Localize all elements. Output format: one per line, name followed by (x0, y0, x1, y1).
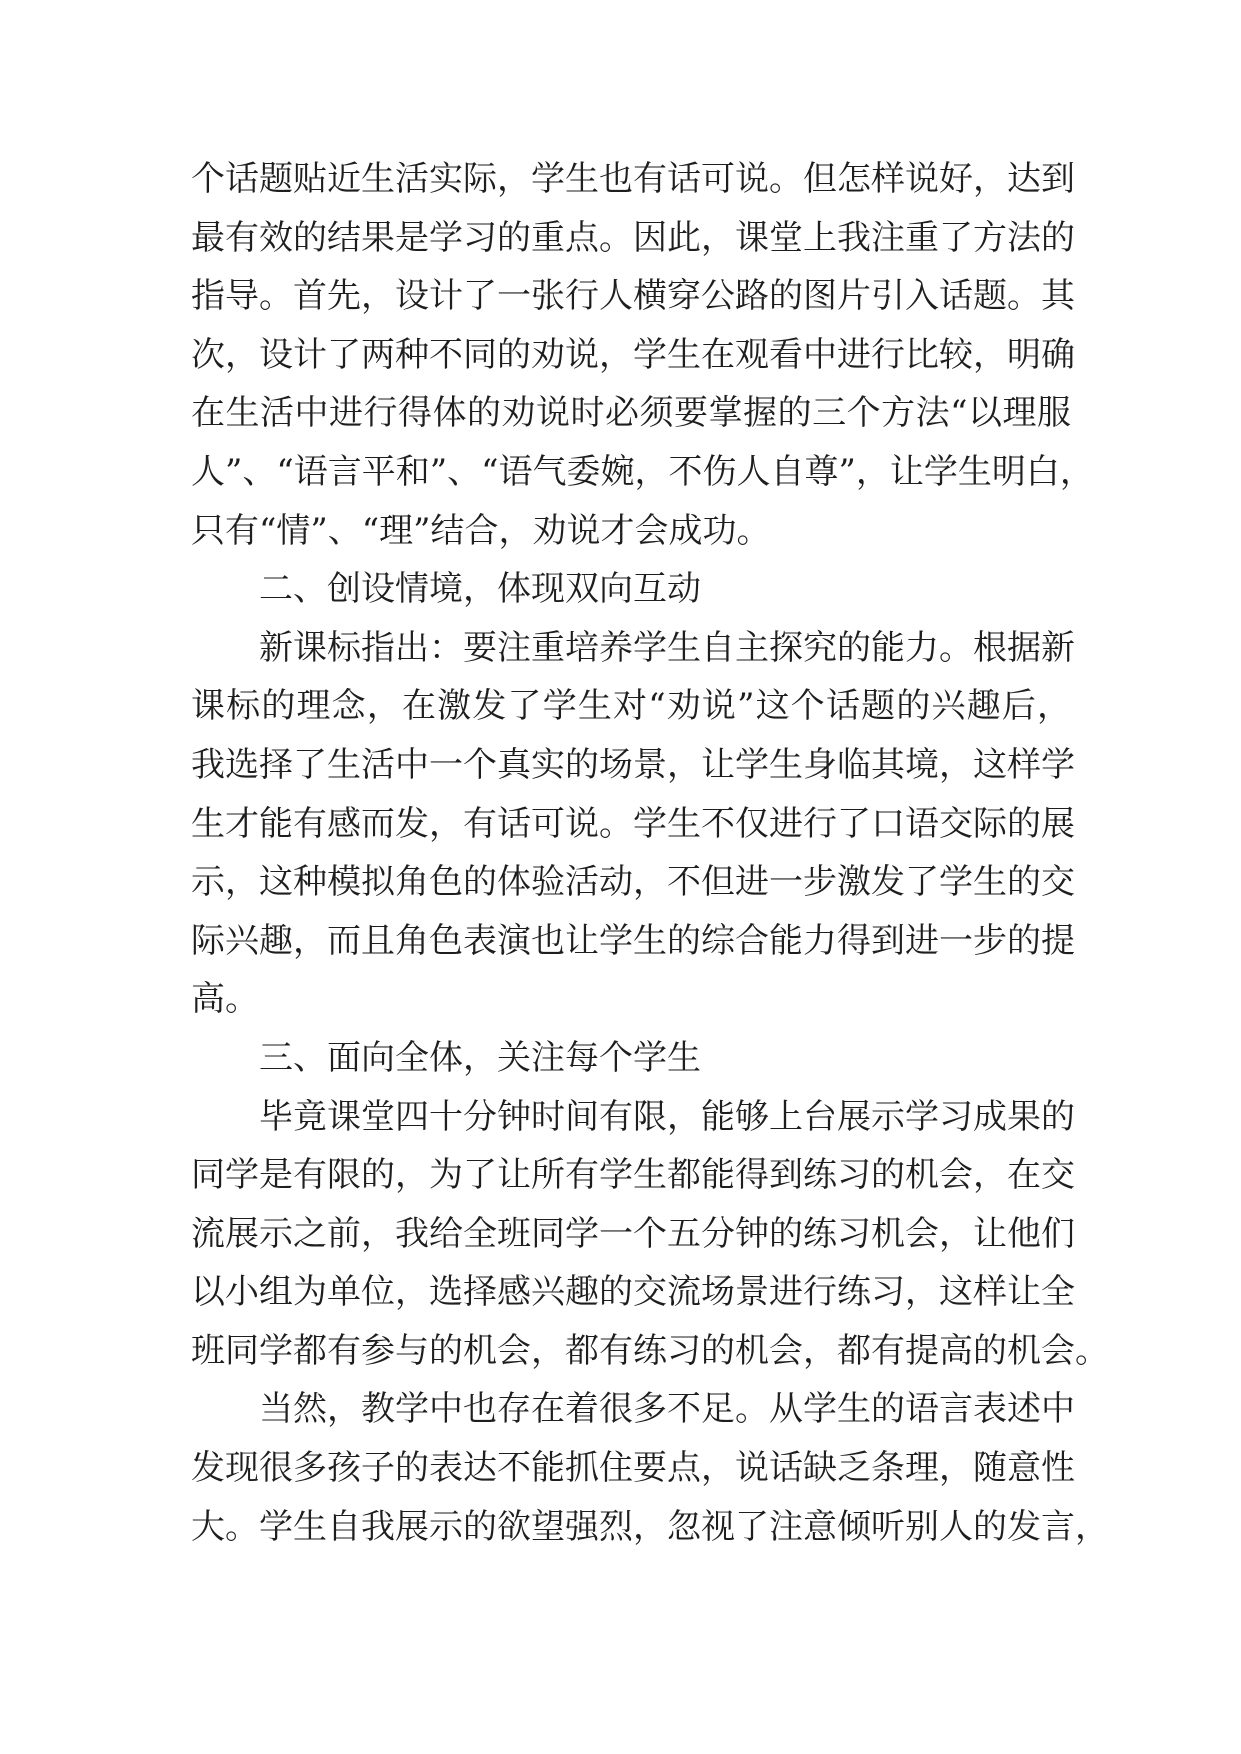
section-heading: 二、创设情境，体现双向互动 (259, 569, 701, 610)
text-line: 人”、“语言平和”、“语气委婉，不伤人自尊”，让学生明白， (191, 451, 1094, 492)
text-line: 次，设计了两种不同的劝说，学生在观看中进行比较，明确 (191, 334, 1075, 375)
text-line: 大。学生自我展示的欲望强烈，忽视了注意倾听别人的发言， (191, 1506, 1109, 1547)
text-line: 发现很多孩子的表达不能抓住要点，说话缺乏条理，随意性 (191, 1448, 1075, 1489)
text-line: 班同学都有参与的机会，都有练习的机会，都有提高的机会。 (191, 1330, 1109, 1371)
text-line: 最有效的结果是学习的重点。因此，课堂上我注重了方法的 (191, 217, 1075, 258)
text-line: 高。 (191, 979, 259, 1020)
text-line: 新课标指出：要注重培养学生自主探究的能力。根据新 (259, 627, 1075, 668)
text-line: 当然，教学中也存在着很多不足。从学生的语言表述中 (259, 1389, 1075, 1430)
text-line: 际兴趣，而且角色表演也让学生的综合能力得到进一步的提 (191, 920, 1075, 961)
text-line: 我选择了生活中一个真实的场景，让学生身临其境，这样学 (191, 744, 1075, 785)
text-line: 只有“情”、“理”结合，劝说才会成功。 (191, 510, 771, 551)
text-line: 指导。首先，设计了一张行人横穿公路的图片引入话题。其 (191, 276, 1075, 317)
text-line: 流展示之前，我给全班同学一个五分钟的练习机会，让他们 (191, 1213, 1075, 1254)
text-line: 生才能有感而发，有话可说。学生不仅进行了口语交际的展 (191, 803, 1075, 844)
text-line: 同学是有限的，为了让所有学生都能得到练习的机会，在交 (191, 1155, 1075, 1196)
text-line: 毕竟课堂四十分钟时间有限，能够上台展示学习成果的 (259, 1096, 1075, 1137)
document-body (191, 150, 1109, 1556)
section-heading: 三、面向全体，关注每个学生 (259, 1037, 701, 1078)
text-line: 个话题贴近生活实际，学生也有话可说。但怎样说好，达到 (191, 159, 1075, 199)
text-line: 以小组为单位，选择感兴趣的交流场景进行练习，这样让全 (191, 1272, 1075, 1313)
text-line: 在生活中进行得体的劝说时必须要掌握的三个方法“以理服 (191, 393, 1071, 434)
text-line: 课标的理念，在激发了学生对“劝说”这个话题的兴趣后， (191, 686, 1071, 727)
text-line: 示，这种模拟角色的体验活动，不但进一步激发了学生的交 (191, 862, 1075, 903)
